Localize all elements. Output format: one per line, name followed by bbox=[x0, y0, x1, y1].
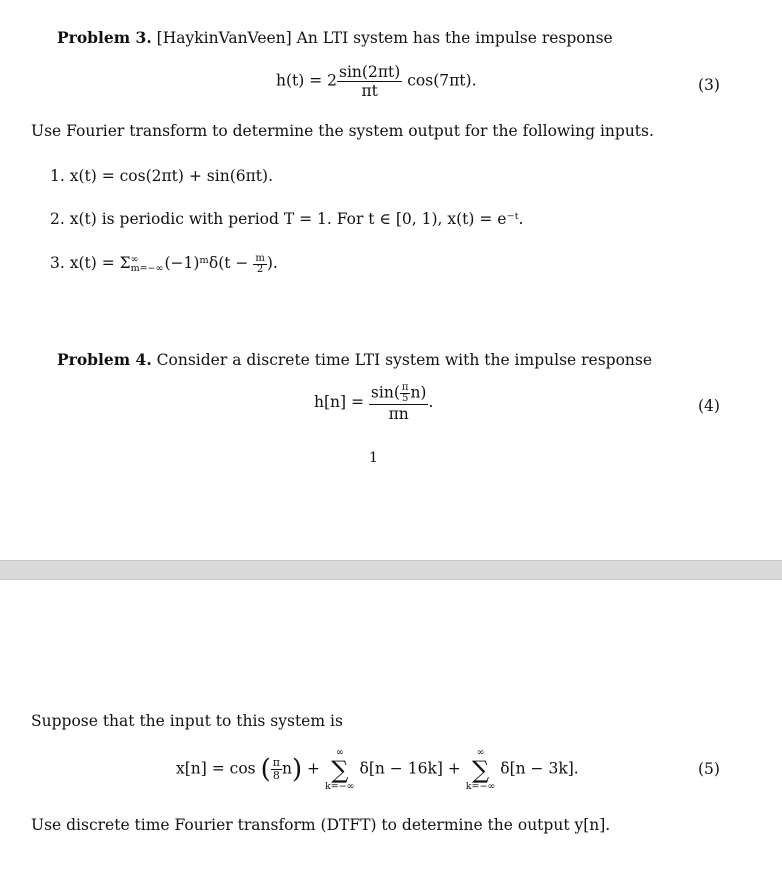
sum1-sigma: ∑ bbox=[331, 755, 349, 784]
item3-fraction bbox=[253, 254, 266, 275]
eq5-open-paren: ( bbox=[260, 754, 271, 785]
item3-fden: 2 bbox=[256, 263, 264, 275]
eq3-number: (3) bbox=[698, 76, 720, 94]
problem3-intro-line bbox=[57, 28, 613, 48]
eq4-number: (4) bbox=[698, 397, 720, 415]
equation-4 bbox=[314, 383, 433, 423]
sum1-top: ∞ bbox=[335, 747, 344, 758]
eq5-close-paren: ) bbox=[291, 754, 303, 785]
eq5-fraction bbox=[271, 757, 282, 782]
eq3-den: πt bbox=[361, 82, 378, 100]
eq3-lhs: h(t) = 2 bbox=[276, 71, 338, 90]
problem4-intro-line bbox=[57, 350, 652, 370]
problem3-instruction: Use Fourier transform to determine the system output for the following inputs. bbox=[31, 122, 654, 140]
eq5-number: (5) bbox=[698, 760, 720, 778]
item3-sum-bottom: m=−∞ bbox=[130, 263, 164, 274]
problem3-item-3 bbox=[50, 253, 278, 275]
eq5-term-1: δ[n − 16k] + bbox=[359, 759, 461, 778]
problem3-heading: Problem 3. bbox=[57, 28, 152, 47]
eq4-fraction bbox=[369, 383, 429, 423]
item3-body: (−1)ᵐδ(t − bbox=[164, 254, 254, 272]
item3-sum-top: ∞ bbox=[130, 254, 139, 265]
eq4-den: πn bbox=[388, 405, 409, 423]
item3-end: ). bbox=[266, 254, 278, 272]
item3-fnum: m bbox=[255, 252, 265, 264]
page-separator bbox=[0, 560, 782, 580]
eq4-lhs: h[n] = bbox=[314, 393, 364, 411]
problem3-item-1: 1. x(t) = cos(2πt) + sin(6πt). bbox=[50, 167, 273, 185]
page2-intro: Suppose that the input to this system is bbox=[31, 712, 343, 730]
eq5-arg-end: n bbox=[281, 759, 292, 778]
eq3-rhs: cos(7πt). bbox=[407, 71, 477, 90]
eq5-frac-num: π bbox=[272, 756, 280, 769]
eq4-num-end: n) bbox=[410, 383, 427, 402]
page-number: 1 bbox=[369, 450, 378, 466]
item3-prefix: 3. x(t) = Σ bbox=[50, 254, 131, 272]
page2-instruction: Use discrete time Fourier transform (DTFT) to determine the output y[n]. bbox=[31, 816, 611, 834]
sum2-top: ∞ bbox=[476, 747, 485, 758]
sum2-bottom: k=−∞ bbox=[465, 780, 496, 792]
eq4-inner-den: 5 bbox=[401, 393, 409, 404]
eq4-inner-fraction bbox=[400, 383, 411, 404]
problem4-heading: Problem 4. bbox=[57, 350, 152, 369]
eq5-term-2: δ[n − 3k]. bbox=[500, 759, 579, 778]
eq5-lhs: x[n] = cos bbox=[176, 759, 256, 778]
eq4-inner-num: π bbox=[401, 382, 409, 393]
equation-5 bbox=[176, 748, 579, 791]
sum1-bottom: k=−∞ bbox=[324, 780, 355, 792]
problem3-item-2: 2. x(t) is periodic with period T = 1. For t ∈ [0, 1), x(t) = e⁻ᵗ. bbox=[50, 210, 524, 228]
problem3-intro: [HaykinVanVeen] An LTI system has the impulse response bbox=[156, 29, 613, 47]
eq4-end: . bbox=[428, 393, 434, 411]
eq5-plus: + bbox=[307, 759, 321, 778]
sum2-sigma: ∑ bbox=[471, 755, 490, 784]
problem4-intro: Consider a discrete time LTI system with the impulse response bbox=[156, 351, 653, 369]
eq3-num: sin(2πt) bbox=[339, 63, 401, 81]
eq3-fraction bbox=[337, 63, 402, 100]
eq4-num-sin: sin( bbox=[370, 383, 400, 402]
eq5-sum-2 bbox=[466, 748, 496, 791]
eq5-sum-1 bbox=[325, 748, 355, 791]
equation-3 bbox=[276, 63, 477, 100]
eq4-num bbox=[369, 383, 429, 405]
eq5-frac-den: 8 bbox=[272, 769, 280, 782]
